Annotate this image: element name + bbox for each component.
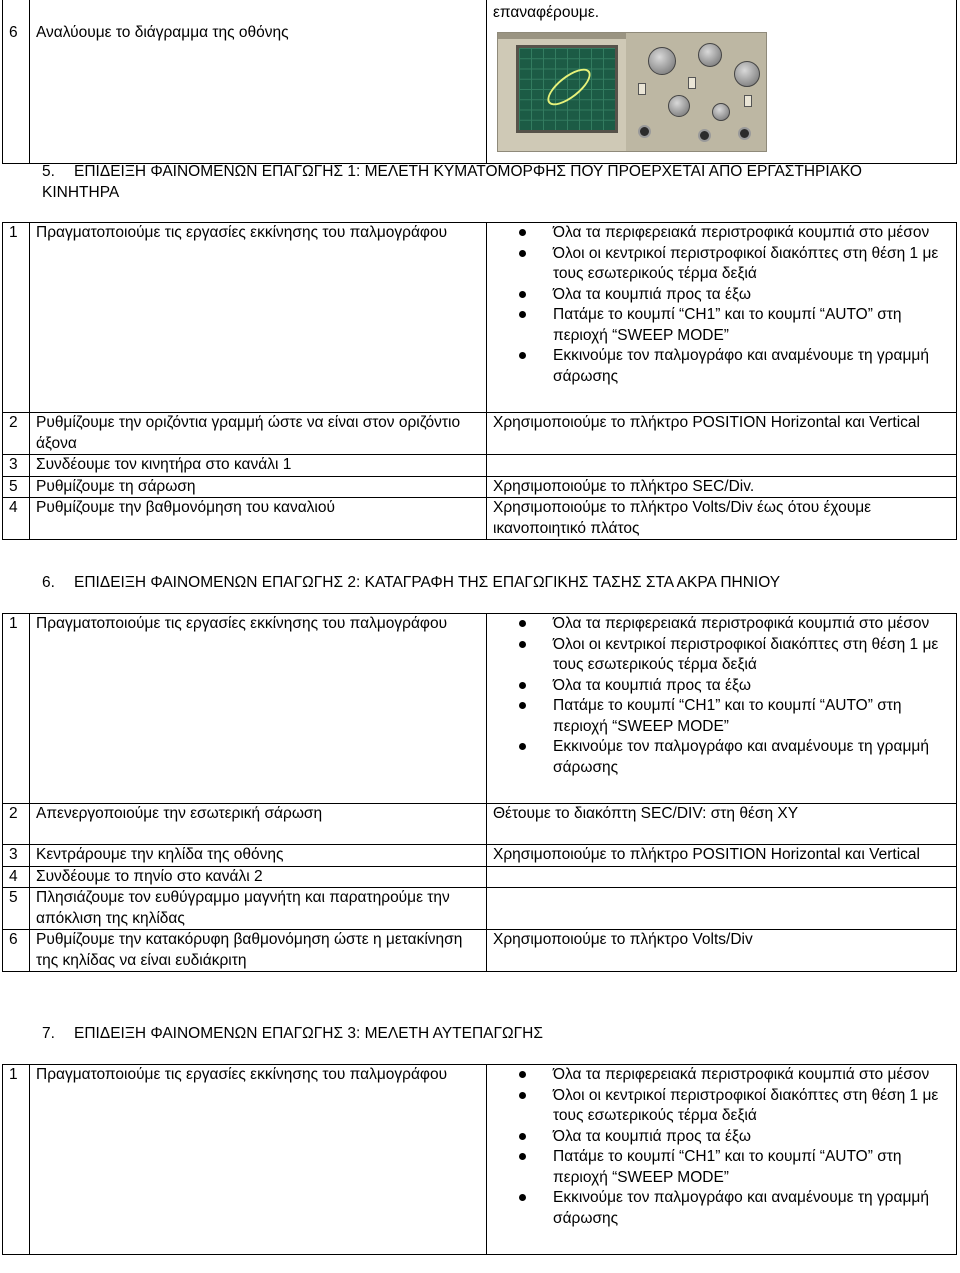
step-description: Ρυθμίζουμε την βαθμονόμηση του καναλιού xyxy=(30,498,487,540)
table-row xyxy=(3,455,957,477)
oscilloscope-photo xyxy=(497,32,767,152)
button-icon xyxy=(744,95,752,107)
step-instruction: Χρησιμοποιούμε το πλήκτρο Volts/Div έως ότου έχουμε ικανοποιητικό πλάτος xyxy=(487,498,957,540)
table-row xyxy=(3,845,957,867)
startup-bullet-list xyxy=(493,1065,950,1229)
list-item: Εκκινούμε τον παλμογράφο και αναμένουμε τη γραμμή σάρωσης xyxy=(553,1188,950,1229)
step-description: Πλησιάζουμε τον ευθύγραμμο μαγνήτη και παρατηρούμε την απόκλιση της κηλίδας xyxy=(30,888,487,930)
heading-number: 7. xyxy=(42,1025,55,1042)
table-row xyxy=(3,413,957,455)
step-number: 5 xyxy=(3,476,30,498)
list-item: Πατάμε το κουμπί “CH1” και το κουμπί “AUTO” στη περιοχή “SWEEP MODE” xyxy=(553,305,950,346)
list-item: Όλα τα κουμπιά προς τα έξω xyxy=(553,285,950,306)
knob-icon xyxy=(734,61,760,87)
step-description: Ρυθμίζουμε την κατακόρυφη βαθμονόμηση ώστε η μετακίνηση της κηλίδας να είναι ευδιάκριτη xyxy=(30,930,487,972)
section-6-table xyxy=(2,613,957,972)
step-instruction xyxy=(487,223,957,413)
connector-jack-icon xyxy=(638,125,651,138)
table-row xyxy=(3,223,957,413)
section-6-heading xyxy=(42,573,922,594)
list-item: Εκκινούμε τον παλμογράφο και αναμένουμε τη γραμμή σάρωσης xyxy=(553,737,950,778)
step-instruction xyxy=(487,0,957,164)
list-item: Όλοι οι κεντρικοί περιστροφικοί διακόπτες στη θέση 1 με τους εσωτερικούς τέρμα δεξιά xyxy=(553,244,950,285)
table-row xyxy=(3,930,957,972)
step-description: Πραγματοποιούμε τις εργασίες εκκίνησης του παλμογράφου xyxy=(30,223,487,413)
step-instruction: Χρησιμοποιούμε το πλήκτρο SEC/Div. xyxy=(487,476,957,498)
step-number: 3 xyxy=(3,845,30,867)
list-item: Όλα τα περιφερειακά περιστροφικά κουμπιά στο μέσον xyxy=(553,223,950,244)
step-description: Απενεργοποιούμε την εσωτερική σάρωση xyxy=(30,804,487,845)
step-description: Αναλύουμε το διάγραμμα της οθόνης xyxy=(30,0,487,164)
step-instruction-text: επαναφέρουμε. xyxy=(493,4,600,21)
list-item: Όλα τα κουμπιά προς τα έξω xyxy=(553,1127,950,1148)
list-item: Πατάμε το κουμπί “CH1” και το κουμπί “AUTO” στη περιοχή “SWEEP MODE” xyxy=(553,1147,950,1188)
heading-number: 5. xyxy=(42,163,55,180)
step-description: Συνδέουμε το πηνίο στο κανάλι 2 xyxy=(30,866,487,888)
step-instruction: Θέτουμε το διακόπτη SEC/DIV: στη θέση XY xyxy=(487,804,957,845)
knob-icon xyxy=(668,95,690,117)
step-number: 2 xyxy=(3,413,30,455)
step-description: Πραγματοποιούμε τις εργασίες εκκίνησης του παλμογράφου xyxy=(30,1065,487,1255)
list-item: Όλα τα κουμπιά προς τα έξω xyxy=(553,676,950,697)
step-instruction xyxy=(487,1065,957,1255)
list-item: Όλοι οι κεντρικοί περιστροφικοί διακόπτες στη θέση 1 με τους εσωτερικούς τέρμα δεξιά xyxy=(553,1086,950,1127)
knob-icon xyxy=(712,103,730,121)
startup-bullet-list xyxy=(493,223,950,387)
connector-jack-icon xyxy=(738,127,751,140)
connector-jack-icon xyxy=(698,129,711,142)
list-item: Εκκινούμε τον παλμογράφο και αναμένουμε τη γραμμή σάρωσης xyxy=(553,346,950,387)
table-row xyxy=(3,866,957,888)
table-row xyxy=(3,1065,957,1255)
knob-icon xyxy=(648,47,676,75)
heading-text: ΕΠΙΔΕΙΞΗ ΦΑΙΝΟΜΕΝΩΝ ΕΠΑΓΩΓΗΣ 2: ΚΑΤΑΓΡΑΦΗ ΤΗΣ ΕΠΑΓΩΓΙΚΗΣ ΤΑΣΗΣ ΣΤΑ ΑΚΡΑ ΠΗΝΙΟΥ xyxy=(74,574,781,591)
section-7-table xyxy=(2,1064,957,1255)
step-number: 6 xyxy=(3,930,30,972)
section-5-heading xyxy=(42,162,922,203)
step-instruction xyxy=(487,866,957,888)
step-instruction: Χρησιμοποιούμε το πλήκτρο POSITION Horizontal και Vertical xyxy=(487,413,957,455)
heading-number: 6. xyxy=(42,574,55,591)
step-number: 4 xyxy=(3,866,30,888)
table-row xyxy=(3,476,957,498)
step-instruction xyxy=(487,455,957,477)
list-item: Όλοι οι κεντρικοί περιστροφικοί διακόπτες στη θέση 1 με τους εσωτερικούς τέρμα δεξιά xyxy=(553,635,950,676)
section-5-table xyxy=(2,222,957,540)
table-row xyxy=(3,888,957,930)
table-row xyxy=(3,614,957,804)
step-instruction: Χρησιμοποιούμε το πλήκτρο POSITION Horizontal και Vertical xyxy=(487,845,957,867)
step-number: 5 xyxy=(3,888,30,930)
oscilloscope-screen xyxy=(516,45,618,133)
step-instruction xyxy=(487,614,957,804)
step-number: 1 xyxy=(3,614,30,804)
heading-text: ΕΠΙΔΕΙΞΗ ΦΑΙΝΟΜΕΝΩΝ ΕΠΑΓΩΓΗΣ 3: ΜΕΛΕΤΗ ΑΥΤΕΠΑΓΩΓΗΣ xyxy=(74,1025,543,1042)
intro-table xyxy=(2,0,957,164)
table-row xyxy=(3,804,957,845)
startup-bullet-list xyxy=(493,614,950,778)
table-row xyxy=(3,0,957,164)
heading-text: ΕΠΙΔΕΙΞΗ ΦΑΙΝΟΜΕΝΩΝ ΕΠΑΓΩΓΗΣ 1: ΜΕΛΕΤΗ ΚΥΜΑΤΟΜΟΡΦΗΣ ΠΟΥ ΠΡΟΕΡΧΕΤΑΙ ΑΠΟ ΕΡΓΑΣΤΗΡΙΑΚΟ ΚΙΝΗΤΗΡΑ xyxy=(42,163,862,201)
step-number: 1 xyxy=(3,1065,30,1255)
step-number: 1 xyxy=(3,223,30,413)
step-number: 6 xyxy=(3,0,30,164)
step-number: 3 xyxy=(3,455,30,477)
table-row xyxy=(3,498,957,540)
list-item: Πατάμε το κουμπί “CH1” και το κουμπί “AUTO” στη περιοχή “SWEEP MODE” xyxy=(553,696,950,737)
button-icon xyxy=(688,77,696,89)
section-7-heading xyxy=(42,1024,922,1045)
step-description: Συνδέουμε τον κινητήρα στο κανάλι 1 xyxy=(30,455,487,477)
step-instruction: Χρησιμοποιούμε το πλήκτρο Volts/Div xyxy=(487,930,957,972)
step-instruction xyxy=(487,888,957,930)
step-number: 2 xyxy=(3,804,30,845)
step-description: Πραγματοποιούμε τις εργασίες εκκίνησης του παλμογράφου xyxy=(30,614,487,804)
list-item: Όλα τα περιφερειακά περιστροφικά κουμπιά στο μέσον xyxy=(553,614,950,635)
step-description: Ρυθμίζουμε τη σάρωση xyxy=(30,476,487,498)
step-description: Κεντράρουμε την κηλίδα της οθόνης xyxy=(30,845,487,867)
step-number: 4 xyxy=(3,498,30,540)
button-icon xyxy=(638,83,646,95)
list-item: Όλα τα περιφερειακά περιστροφικά κουμπιά στο μέσον xyxy=(553,1065,950,1086)
knob-icon xyxy=(698,43,722,67)
step-description: Ρυθμίζουμε την οριζόντια γραμμή ώστε να είναι στον οριζόντιο άξονα xyxy=(30,413,487,455)
